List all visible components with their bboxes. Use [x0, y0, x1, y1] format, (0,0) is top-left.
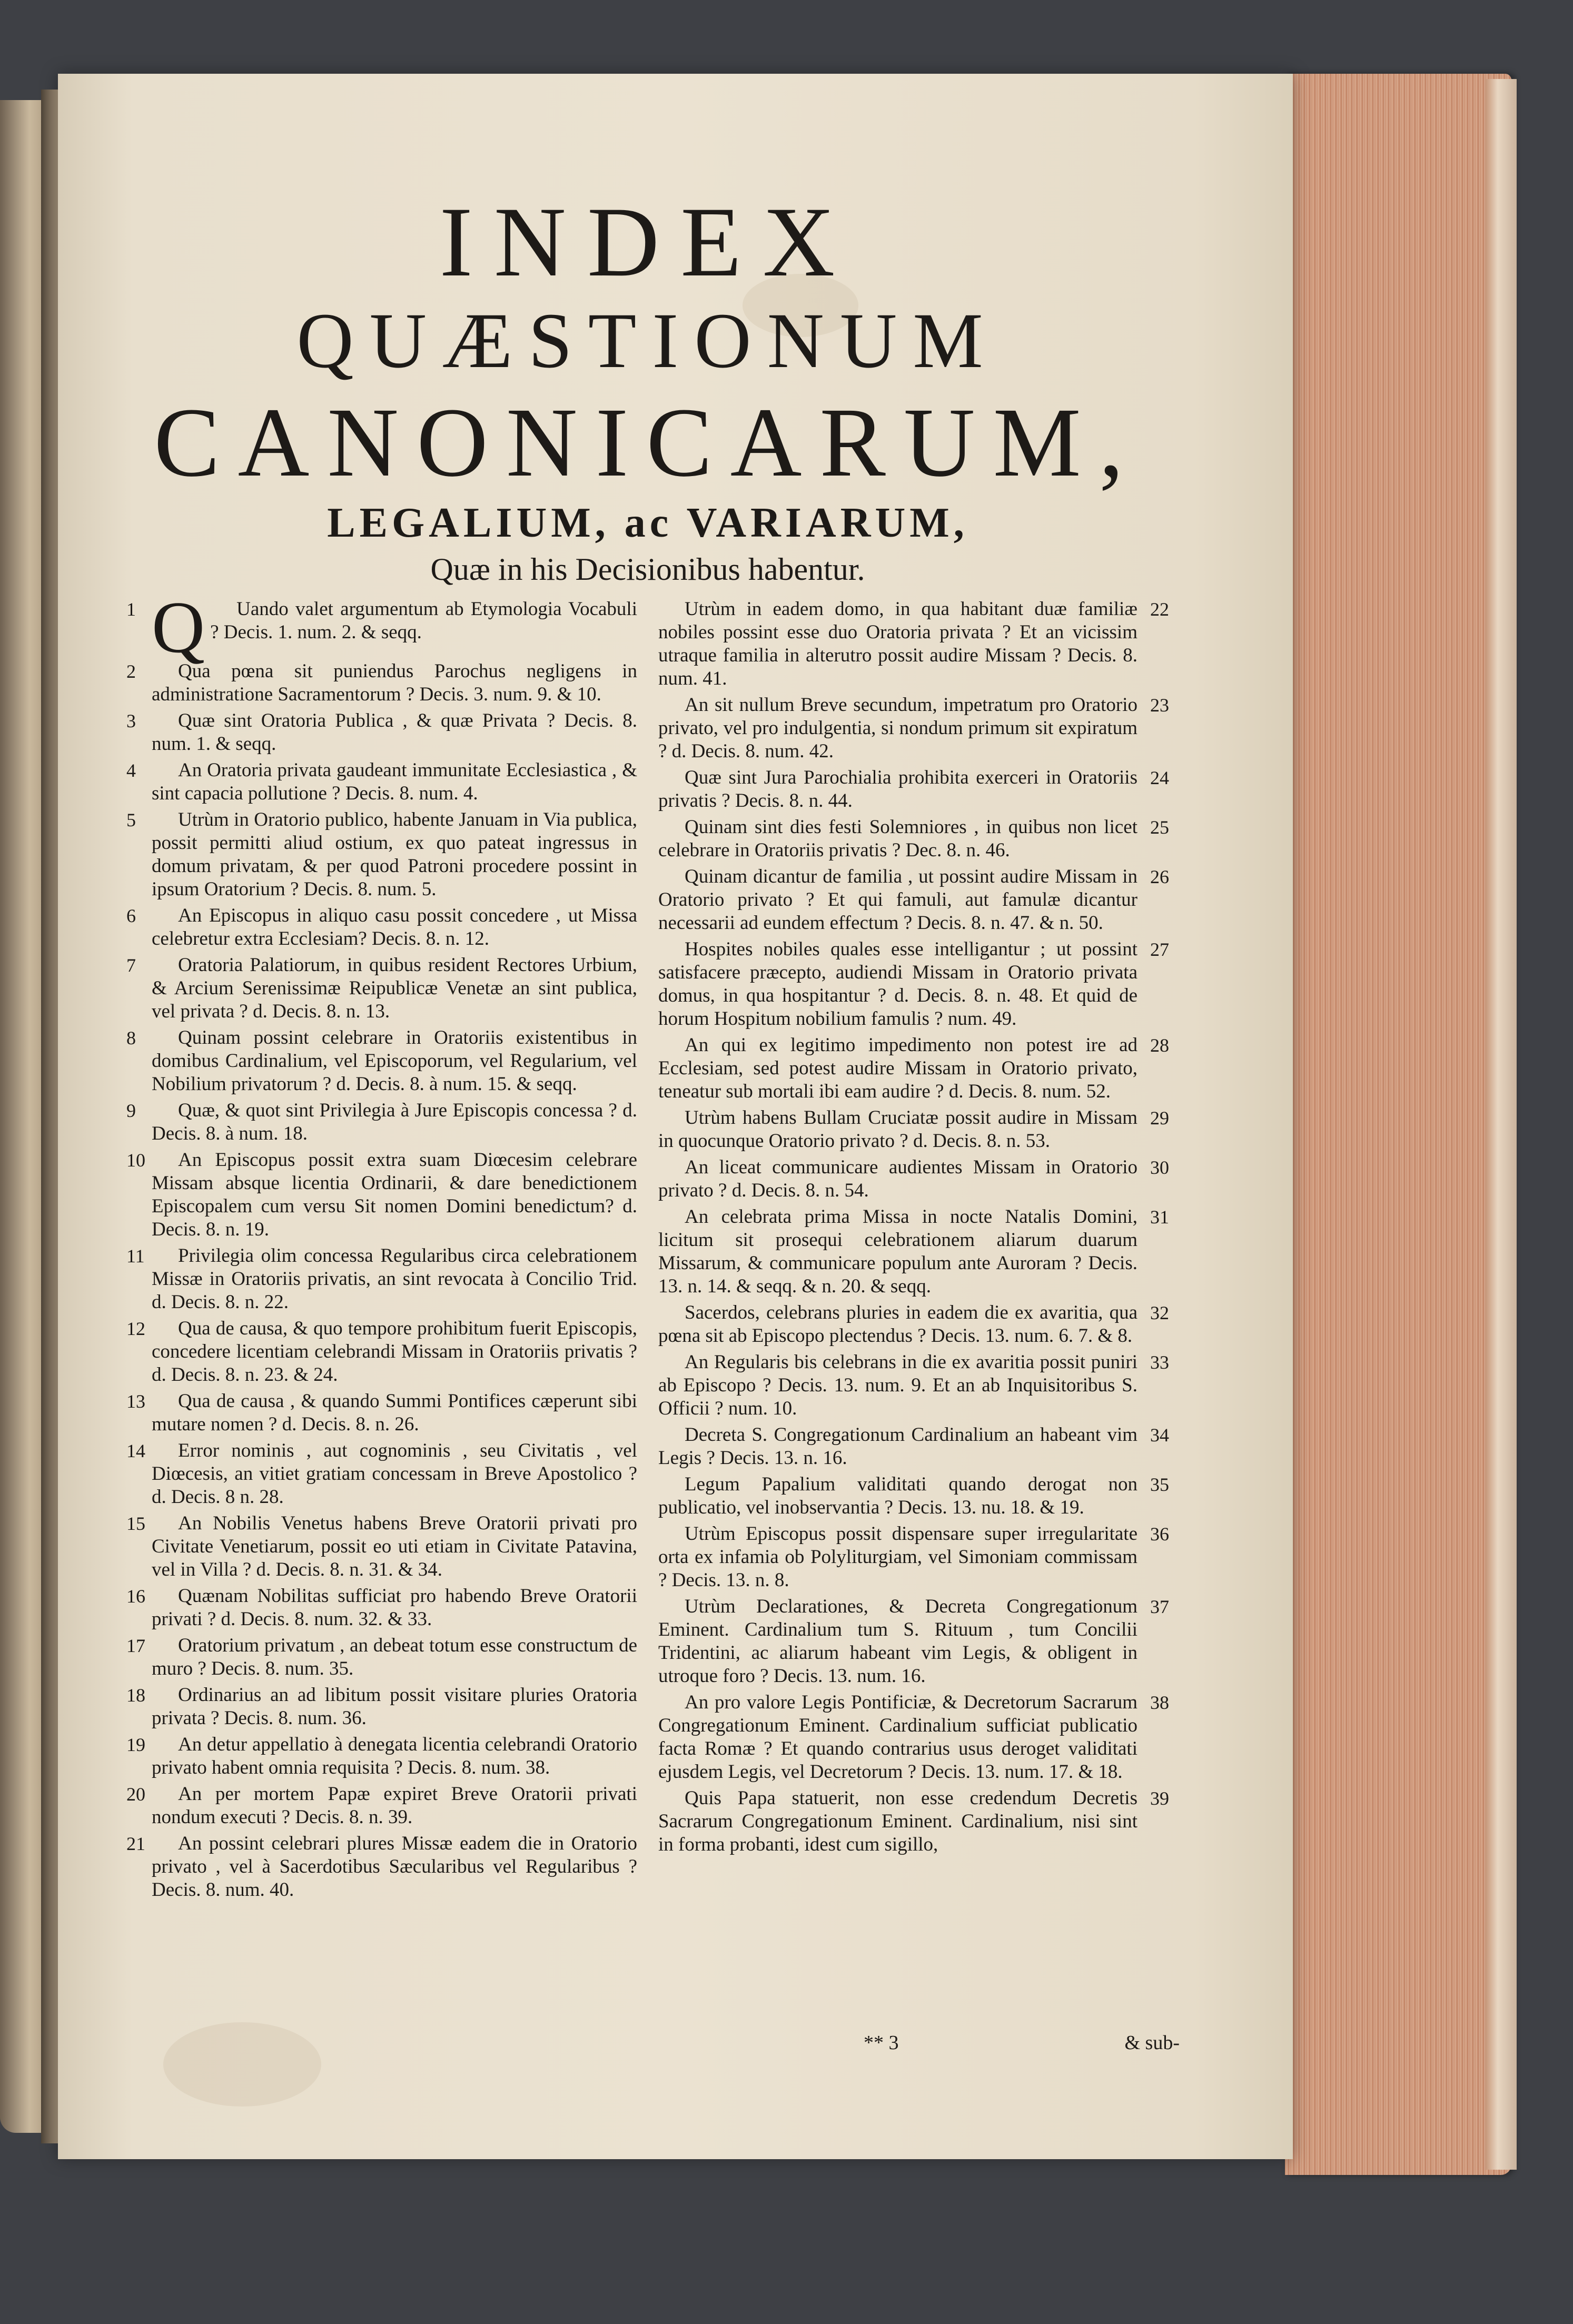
index-entry [658, 1156, 1169, 1202]
index-entry [658, 766, 1169, 813]
title-quaestionum: QUÆSTIONUM [296, 297, 999, 384]
entry-number: 30 [1150, 1157, 1169, 1178]
entry-number: 18 [126, 1685, 145, 1706]
index-entry [126, 1783, 637, 1829]
index-entry [126, 1149, 637, 1241]
index-entry [658, 938, 1169, 1031]
entry-text: An Episcopus possit extra suam Diœcesim celebrare Missam absque licentia Ordinarii, & dare benedictionem Episcopalem cum versu Sit nomen Domini benedictum? d. Decis. 8. n. 19. [152, 1149, 637, 1240]
entry-text: An sit nullum Breve secundum, impetratum pro Oratorio privato, vel pro indulgentia, si nondum primum sit expiratum ? d. Decis. 8. num. 42. [658, 694, 1137, 762]
index-columns [126, 587, 1169, 1905]
entry-number: 11 [126, 1245, 145, 1267]
title-legalium: LEGALIUM, ac VARIARUM, [327, 500, 968, 546]
index-entry [126, 1634, 637, 1680]
index-entry [126, 1317, 637, 1387]
entry-number: 19 [126, 1734, 145, 1755]
entry-text: Quinam possint celebrare in Oratoriis existentibus in domibus Cardinalium, vel Episcoporum, vel Regularium, vel Nobilium privatorum ? d. Decis. 8. à num. 15. & seqq. [152, 1027, 637, 1095]
index-entry [658, 865, 1169, 935]
entry-text: Quinam dicantur de familia , ut possint audire Missam in Oratorio privato ? Et qui famuli, aut famulæ dicantur necessarii ad eundem effectum ? Decis. 8. n. 47. & n. 50. [658, 866, 1137, 934]
index-entry [126, 1244, 637, 1314]
entry-text: Qua pœna sit puniendus Parochus negligens in administratione Sacramentorum ? Decis. 3. num. 9. & 10. [152, 660, 637, 705]
entry-number: 5 [126, 809, 136, 830]
entry-text: An Episcopus in aliquo casu possit concedere , ut Missa celebretur extra Ecclesiam? Decis. 8. n. 12. [152, 905, 637, 950]
index-entry [126, 759, 637, 805]
index-entry [126, 808, 637, 901]
index-entry [126, 709, 637, 756]
index-entry [658, 1423, 1169, 1470]
entry-number: 32 [1150, 1302, 1169, 1323]
entry-text: Error nominis , aut cognominis , seu Civitatis , vel Diœcesis, an vitiet gratiam concessam in Breve Apostolico ? d. Decis. 8 n. 28. [152, 1440, 637, 1508]
title-block [126, 187, 1169, 590]
entry-text: Qua de causa , & quando Summi Pontifices cæperunt sibi mutare nomen ? d. Decis. 8. n. 26. [152, 1390, 637, 1435]
index-entry [126, 1832, 637, 1902]
left-column [126, 587, 637, 1905]
entry-text [152, 587, 637, 668]
entry-text: Decreta S. Congregationum Cardinalium an habeant vim Legis ? Decis. 13. n. 16. [658, 1424, 1137, 1469]
page-content [126, 187, 1169, 1905]
title-canonicarum: CANONICARUM, [154, 387, 1142, 497]
index-entry [126, 1684, 637, 1730]
entry-number: 2 [126, 661, 136, 682]
entry-number: 13 [126, 1391, 145, 1412]
index-entry [658, 1691, 1169, 1784]
page-footer [864, 2030, 1180, 2055]
paper-stain [163, 2022, 321, 2107]
title-index: INDEX [439, 187, 856, 298]
index-entry [658, 1351, 1169, 1420]
entry-number: 29 [1150, 1107, 1169, 1129]
entry-text: An possint celebrari plures Missæ eadem die in Oratorio privato , vel à Sacerdotibus Sæcularibus vel Regularibus ? Decis. 8. num. 40. [152, 1833, 637, 1901]
entry-number: 27 [1150, 939, 1169, 960]
entry-text: An celebrata prima Missa in nocte Natalis Domini, licitum sit prosequi celebrationem aliarum duarum Missarum, & communicare populum ante Auroram ? Decis. 13. n. 14. & seqq. & n. 20. & seqq. [658, 1206, 1137, 1297]
index-entry [126, 587, 637, 668]
index-entry [658, 816, 1169, 862]
entry-text: Quæ sint Jura Parochialia prohibita exerceri in Oratoriis privatis ? Decis. 8. n. 44. [658, 767, 1137, 812]
entry-number: 8 [126, 1027, 136, 1049]
entry-text: An qui ex legitimo impedimento non potest ire ad Ecclesiam, sed potest audire Missam in Oratorio privato, teneatur sub mortali ibi eam audire ? d. Decis. 8. num. 52. [658, 1034, 1137, 1102]
entry-number: 35 [1150, 1474, 1169, 1495]
index-entry [126, 1390, 637, 1436]
index-entry [126, 954, 637, 1023]
entry-number: 31 [1150, 1206, 1169, 1228]
entry-number: 28 [1150, 1035, 1169, 1056]
entry-text: Utrùm Declarationes, & Decreta Congregationum Eminent. Cardinalium tum S. Rituum , tum Concilii Tridentini, ac aliarum habeant vim Legis, & obligent in utroque foro ? Decis. 13. num. 16. [658, 1596, 1137, 1687]
index-entry [126, 904, 637, 951]
index-entry [658, 1106, 1169, 1153]
entry-text: Quæ sint Oratoria Publica , & quæ Privata ? Decis. 8. num. 1. & seqq. [152, 710, 637, 755]
entry-number: 21 [126, 1833, 145, 1854]
entry-number: 20 [126, 1784, 145, 1805]
entry-text: Oratorium privatum , an debeat totum esse constructum de muro ? Decis. 8. num. 35. [152, 1635, 637, 1679]
left-page-edge [0, 100, 42, 2133]
entry-number: 34 [1150, 1425, 1169, 1446]
index-entry [658, 1522, 1169, 1592]
entry-number: 6 [126, 905, 136, 926]
entry-text: An Regularis bis celebrans in die ex avaritia possit puniri ab Episcopo ? Decis. 13. num. 9. Et an ab Inquisitoribus S. Officii ? num. 10. [658, 1351, 1137, 1419]
entry-number: 10 [126, 1150, 145, 1171]
entry-number: 22 [1150, 599, 1169, 620]
drop-cap: Q [152, 587, 205, 668]
entry-number: 17 [126, 1635, 145, 1656]
index-entry [658, 1205, 1169, 1298]
index-entry [126, 1026, 637, 1096]
entry-number: 15 [126, 1513, 145, 1534]
catchword: & sub- [1124, 2032, 1180, 2054]
entry-number: 16 [126, 1586, 145, 1607]
entry-number: 12 [126, 1318, 145, 1339]
index-entry [126, 1512, 637, 1581]
index-entry [658, 1473, 1169, 1519]
index-entry [126, 1585, 637, 1631]
entry-text: Utrùm Episcopus possit dispensare super irregularitate orta ex infamia ob Polyliturgiam, vel Simoniam commissam ? Decis. 13. n. 8. [658, 1523, 1137, 1591]
entry-text: An Nobilis Venetus habens Breve Oratorii privati pro Civitate Venetiarum, possit eo uti etiam in Civitate Patavina, vel in Villa ? d. Decis. 8. n. 31. & 34. [152, 1512, 637, 1580]
index-entry [126, 1439, 637, 1509]
index-entry [658, 1301, 1169, 1348]
entry-number: 38 [1150, 1692, 1169, 1713]
entry-number: 39 [1150, 1788, 1169, 1809]
page-edges-highlight [1485, 79, 1517, 2170]
entry-text: An liceat communicare audientes Missam in Oratorio privato ? d. Decis. 8. n. 54. [658, 1156, 1137, 1201]
entry-text: Ordinarius an ad libitum possit visitare pluries Oratoria privata ? Decis. 8. num. 36. [152, 1684, 637, 1729]
title-subtitle: Quæ in his Decisionibus habentur. [430, 552, 865, 587]
entry-text: Hospites nobiles quales esse intelligantur ; ut possint satisfacere præcepto, audiendi Missam in Oratorio privata domus, in qua hospitantur ? d. Decis. 8. n. 48. Et quid de horum Hospitum nobilium famulis ? num. 49. [658, 938, 1137, 1030]
entry-number: 23 [1150, 695, 1169, 716]
entry-text: An detur appellatio à denegata licentia celebrandi Oratorio privato habent omnia requisita ? Decis. 8. num. 38. [152, 1734, 637, 1778]
entry-text: Oratoria Palatiorum, in quibus resident Rectores Urbium, & Arcium Serenissimæ Reipublicæ Venetæ an sint publica, vel privata ? d. Decis. 8. n. 13. [152, 954, 637, 1022]
entry-text: Utrùm in eadem domo, in qua habitant duæ familiæ nobiles possint esse duo Oratoria privata ? Et an vicissim utraque familia in alterutro possit audire Missam ? Decis. 8. num. 41. [658, 598, 1137, 689]
page-edges [1285, 74, 1511, 2175]
entry-number: 37 [1150, 1596, 1169, 1617]
entry-number: 1 [126, 599, 136, 620]
entry-text: Quænam Nobilitas sufficiat pro habendo Breve Oratorii privati ? d. Decis. 8. num. 32. & 33. [152, 1585, 637, 1630]
signature-mark: ** 3 [864, 2032, 899, 2054]
entry-text: Legum Papalium validitati quando derogat non publicatio, vel inobservantia ? Decis. 13. nu. 18. & 19. [658, 1473, 1137, 1518]
entry-number: 4 [126, 760, 136, 781]
entry-text: Quæ, & quot sint Privilegia à Jure Episcopis concessa ? d. Decis. 8. à num. 18. [152, 1100, 637, 1144]
entry-number: 7 [126, 955, 136, 976]
entry-text: Privilegia olim concessa Regularibus circa celebrationem Missæ in Oratoriis privatis, an sint revocata à Concilio Trid. d. Decis. 8. n. 22. [152, 1245, 637, 1313]
entry-number: 26 [1150, 866, 1169, 887]
entry-text: Qua de causa, & quo tempore prohibitum fuerit Episcopis, concedere licentiam celebrandi Missam in Oratoriis privatis ? d. Decis. 8. n. 23. & 24. [152, 1318, 637, 1386]
entry-text: Sacerdos, celebrans pluries in eadem die ex avaritia, qua pœna sit ab Episcopo plectendus ? Decis. 13. num. 6. 7. & 8. [658, 1302, 1137, 1347]
entry-text: An per mortem Papæ expiret Breve Oratorii privati nondum executi ? Decis. 8. n. 39. [152, 1783, 637, 1828]
entry-text: Utrùm in Oratorio publico, habente Januam in Via publica, possit permitti aliud ostium, ex quo pateat ingressus in domum privatam, & per quod Patroni procedere possint in ipsum Oratorium ? Decis. 8. num. 5. [152, 809, 637, 900]
entry-number: 3 [126, 710, 136, 731]
index-entry [658, 1034, 1169, 1103]
index-entry [658, 1595, 1169, 1688]
index-entry [126, 660, 637, 706]
entry-text: An pro valore Legis Pontificiæ, & Decretorum Sacrarum Congregationum Eminent. Cardinalium sufficiat publicatio facta Romæ ? Et quando contrarius usus deroget validitati ejusdem Legis, vel Decretorum ? Decis. 13. num. 17. & 18. [658, 1692, 1137, 1783]
entry-number: 9 [126, 1100, 136, 1121]
entry-text: Quinam sint dies festi Solemniores , in quibus non licet celebrare in Oratoriis privatis ? Dec. 8. n. 46. [658, 816, 1137, 861]
index-entry [658, 1787, 1169, 1856]
entry-number: 14 [126, 1440, 145, 1461]
index-entry [658, 598, 1169, 690]
index-entry [658, 694, 1169, 763]
entry-text-body: Uando valet argumentum ab Etymologia Vocabuli ? Decis. 1. num. 2. & seqq. [210, 598, 637, 643]
entry-text: Quis Papa statuerit, non esse credendum Decretis Sacrarum Congregationum Eminent. Cardinalium, nisi sint in forma probanti, idest cum sigillo, [658, 1787, 1137, 1855]
index-entry [126, 1099, 637, 1145]
entry-text: An Oratoria privata gaudeant immunitate Ecclesiastica , & sint capacia pollutione ? Decis. 8. num. 4. [152, 759, 637, 804]
index-entry [126, 1733, 637, 1779]
entry-number: 36 [1150, 1524, 1169, 1545]
entry-text: Utrùm habens Bullam Cruciatæ possit audire in Missam in quocunque Oratorio privato ? d. Decis. 8. n. 53. [658, 1107, 1137, 1152]
right-column [658, 598, 1169, 1905]
entry-number: 33 [1150, 1352, 1169, 1373]
entry-number: 25 [1150, 817, 1169, 838]
entry-number: 24 [1150, 767, 1169, 788]
